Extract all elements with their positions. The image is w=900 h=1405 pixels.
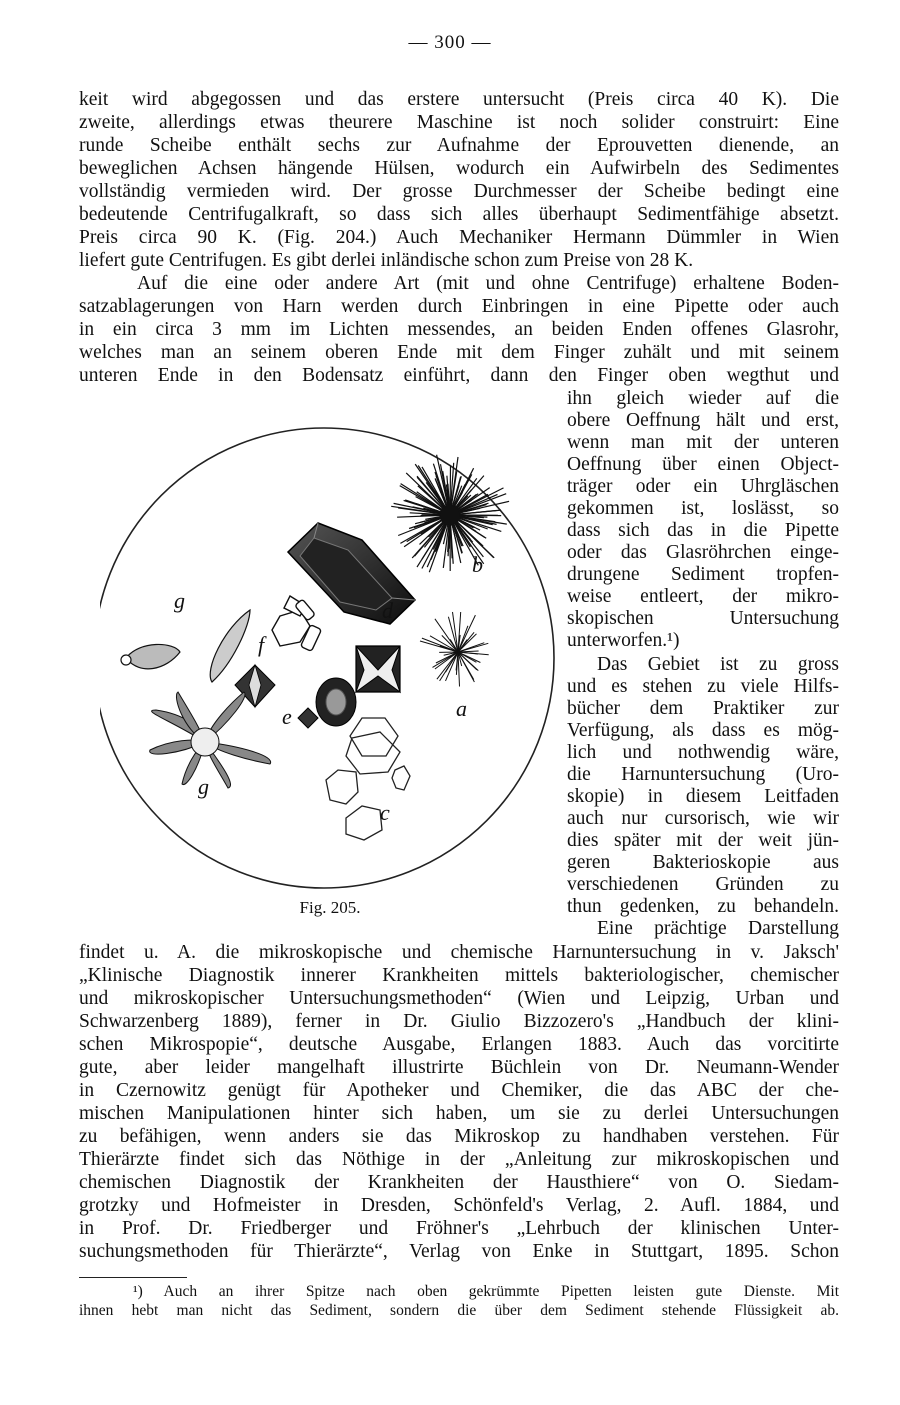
side-line: verschiedenen Gründen zu: [567, 874, 839, 895]
side-line: skopie) in diesem Leitfaden: [567, 786, 839, 807]
needle-cluster-b: [391, 455, 509, 572]
body-line: „Klinische Diagnostik innerer Krankheiten mittels bakteriologischer, chemischer: [79, 965, 839, 986]
body-line: unteren Ende in den Bodensatz einführt, dann den Finger oben wegthut und: [79, 365, 839, 386]
body-line: schen Mikrospopie“, deutsche Ausgabe, Erlangen 1883. Auch das vorcitirte: [79, 1034, 839, 1055]
body-line: findet u. A. die mikroskopische und chemische Harnuntersuchung in v. Jaksch': [79, 942, 839, 963]
label-f: f: [258, 632, 265, 657]
body-line: satzablagerungen von Harn werden durch Einbringen in eine Pipette oder auch: [79, 296, 839, 317]
envelope-crystal: [356, 646, 400, 692]
side-line: und es stehen zu viele Hilfs-: [567, 676, 839, 697]
side-line: Eine prächtige Darstellung: [597, 918, 839, 939]
side-line: ihn gleich wieder auf die: [567, 388, 839, 409]
side-line: die Harnuntersuchung (Uro-: [567, 764, 839, 785]
body-line: Auf die eine oder andere Art (mit und ohne Centrifuge) erhaltene Boden-: [137, 273, 839, 294]
side-line: bücher dem Praktiker zur: [567, 698, 839, 719]
side-line: auch nur cursorisch, wie wir: [567, 808, 839, 829]
body-line: und mikroskopischer Untersuchungsmethoden“ (Wien und Leipzig, Urban und: [79, 988, 839, 1009]
body-line: runde Scheibe enthält sechs zur Aufnahme der Eprouvetten dienende, an: [79, 135, 839, 156]
body-line: beweglichen Achsen hängende Hülsen, wodurch ein Aufwirbeln des Sedimentes: [79, 158, 839, 179]
body-line: in Czernowitz genügt für Apotheker und Chemiker, die das ABC der che-: [79, 1080, 839, 1101]
label-a: a: [456, 696, 467, 721]
body-line: zweite, allerdings etwas theurere Maschine ist noch solider construirt: Eine: [79, 112, 839, 133]
body-line: in Prof. Dr. Friedberger und Fröhner's „Lehrbuch der klinischen Unter-: [79, 1218, 839, 1239]
side-line: gekommen ist, loslässt, so: [567, 498, 839, 519]
side-line: unterworfen.¹): [567, 630, 680, 651]
body-line: Preis circa 90 K. (Fig. 204.) Auch Mechaniker Hermann Dümmler in Wien: [79, 227, 839, 248]
body-line: suchungsmethoden für Thierärzte“, Verlag von Enke in Stuttgart, 1895. Schon: [79, 1241, 839, 1262]
body-line: in ein circa 3 mm im Lichten messendes, an beiden Enden offenes Glasrohr,: [79, 319, 839, 340]
microscope-field-illustration: [100, 420, 560, 900]
side-line: oder das Glasröhrchen einge-: [567, 542, 839, 563]
side-line: thun gedenken, zu behandeln.: [567, 896, 839, 917]
body-line: vollständig vermieden wird. Der grosse Durchmesser der Scheibe bedingt eine: [79, 181, 839, 202]
star-crystal-a: [420, 612, 489, 687]
spindle-crystals-g: [121, 610, 250, 682]
side-line: Verfügung, als dass es mög-: [567, 720, 839, 741]
side-line: drungene Sediment tropfen-: [567, 564, 839, 585]
body-line: zu befähigen, wenn anders sie das Mikroskop zu handhaben verstehen. Für: [79, 1126, 839, 1147]
body-line: gute, aber leider mangelhaft illustrirte Büchlein von Dr. Neumann-Wender: [79, 1057, 839, 1078]
body-line: bedeutende Centrifugalkraft, so dass sich alles überhaupt Sedimentfähige absetzt.: [79, 204, 839, 225]
tablet-crystals-f: [272, 596, 322, 651]
side-line: Das Gebiet ist zu gross: [597, 654, 839, 675]
body-line: Thierärzte findet sich das Nöthige in der „Anleitung zur mikroskopischen und: [79, 1149, 839, 1170]
footnote-line: ihnen hebt man nicht das Sediment, sondern die über dem Sediment stehende Flüssigkeit ab.: [79, 1302, 839, 1319]
side-line: wenn man mit der unteren: [567, 432, 839, 453]
label-g-upper: g: [174, 588, 185, 613]
side-line: dass sich das in die Pipette: [567, 520, 839, 541]
body-line: liefert gute Centrifugen. Es gibt derlei inländische schon zum Preise von 28 K.: [79, 250, 694, 271]
label-b: b: [472, 552, 483, 577]
body-line: mischen Manipulationen hinter sich haben, um sie zu derlei Untersuchungen: [79, 1103, 839, 1124]
body-line: welches man an seinem oberen Ende mit dem Finger zuhält und mit seinem: [79, 342, 839, 363]
body-line: grotzky und Hofmeister in Dresden, Schönfeld's Verlag, 2. Aufl. 1884, und: [79, 1195, 839, 1216]
label-c: c: [380, 800, 390, 825]
body-line: Schwarzenberg 1889), ferner in Dr. Giulio Bizzozero's „Handbuch der klini-: [79, 1011, 839, 1032]
side-line: lich und nothwendig wäre,: [567, 742, 839, 763]
footnote-rule: [79, 1277, 187, 1278]
figure-caption: Fig. 205.: [299, 898, 361, 917]
side-line: dies später mit der weit jün-: [567, 830, 839, 851]
figure-205: [100, 420, 560, 900]
rosette-g: [150, 692, 271, 788]
octahedra-e: [235, 665, 356, 728]
side-line: geren Bakterioskopie aus: [567, 852, 839, 873]
body-line: chemischen Diagnostik der Krankheiten der Hausthiere“ von O. Siedam-: [79, 1172, 839, 1193]
label-d: d: [382, 598, 393, 623]
cluster-core: [440, 505, 460, 525]
body-line: keit wird abgegossen und das erstere untersucht (Preis circa 40 K). Die: [79, 89, 839, 110]
side-line: träger oder ein Uhrgläschen: [567, 476, 839, 497]
hexagonal-plates-c: [326, 718, 410, 840]
side-line: obere Oeffnung hält und erst,: [567, 410, 839, 431]
footnote-line: ¹) Auch an ihrer Spitze nach oben gekrümmte Pipetten leisten gute Dienste. Mit: [133, 1283, 839, 1300]
label-e: e: [282, 704, 292, 729]
side-line: Oeffnung über einen Object-: [567, 454, 839, 475]
label-g-lower: g: [198, 774, 209, 799]
side-line: weise entleert, der mikro-: [567, 586, 839, 607]
side-line: skopischen Untersuchung: [567, 608, 839, 629]
page-number: — 300 —: [408, 32, 492, 53]
